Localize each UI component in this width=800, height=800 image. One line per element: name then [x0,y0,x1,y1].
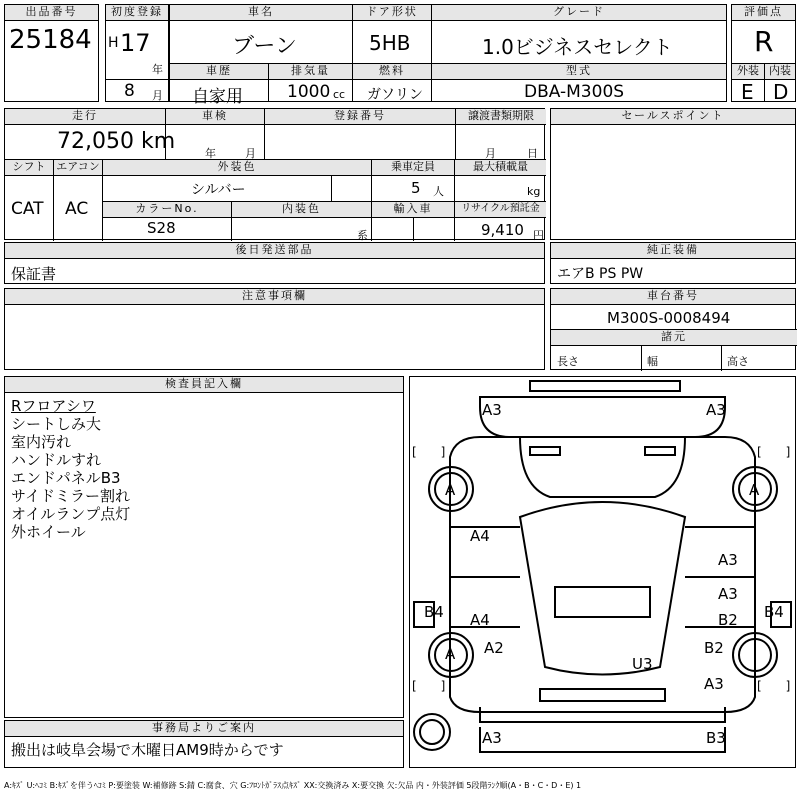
plate-label: 登録番号 [265,109,455,125]
displacement-cell [268,63,353,102]
note-line: オイルランプ点灯 [11,505,131,523]
width-label: 幅 [647,355,658,368]
inspector-notes [11,397,130,541]
door-cell [352,4,432,64]
recycle-label: リサイクル預託金 [455,202,546,218]
damage-mark: A [445,481,456,499]
first-reg-label: 初度登録 [106,5,168,21]
import-label: 輸入車 [372,202,454,218]
note-line: 外ホイール [11,523,86,541]
office-text: 搬出は岐阜会場で木曜日AM9時からです [11,741,284,759]
damage-mark: A3 [482,401,502,419]
caution-label: 注意事項欄 [5,289,544,305]
colorno-label: カラーNo. [103,202,231,218]
damage-mark: A3 [718,551,738,569]
shift: CAT [11,199,44,219]
transfer-day-unit: 日 [527,147,538,160]
bracket-r2: [ ] [757,679,791,693]
displacement-label: 排気量 [269,64,352,80]
mileage: 72,050 km [57,129,176,154]
fuel: ガソリン [367,87,423,103]
damage-mark: A [445,645,456,663]
lot-cell [4,4,99,102]
insp-month-unit: 月 [245,147,256,160]
damage-mark: B3 [706,729,726,747]
car-outline [410,377,795,767]
ext-cell [731,63,765,102]
history-label: 車歴 [170,64,268,80]
ac: AC [65,199,89,219]
spec-label: 諸元 [551,330,797,346]
damage-mark: A3 [718,585,738,603]
year: 17 [120,29,151,57]
later-label: 後日発送部品 [5,243,544,259]
score-label: 評価点 [732,5,795,21]
damage-mark: B4 [424,603,444,621]
length-label: 長さ [557,355,579,368]
mid-left [4,108,545,240]
model: DBA-M300S [524,82,625,102]
insp-year-unit: 年 [205,147,216,160]
fuel-label: 燃料 [353,64,431,80]
equip-box [550,242,796,284]
recycle-unit: 円 [533,229,544,242]
damage-mark: A4 [470,527,490,545]
color: シルバー [191,182,246,198]
office-box [4,720,404,768]
inspection-label: 車検 [166,109,264,125]
first-reg-cell [105,4,169,102]
displacement-unit: cc [333,88,346,101]
bracket-r1: [ ] [757,445,791,459]
chassis-box [550,288,796,370]
damage-mark: B2 [718,611,738,629]
office-label: 事務局よりご案内 [5,721,403,737]
bracket-l2: [ ] [412,679,446,693]
inspector-label: 検査員記入欄 [5,377,403,393]
int-cell [764,63,796,102]
mileage-label: 走行 [5,109,165,125]
ext-label: 外装 [732,64,764,80]
door-type: 5HB [369,31,411,55]
damage-mark: A3 [482,729,502,747]
chassis-label: 車台番号 [551,289,795,305]
name-cell [169,4,353,64]
grade: 1.0ビジネスセレクト [482,35,673,59]
note-line: ハンドルすれ [11,451,102,469]
inspector-box [4,376,404,718]
equip-label: 純正装備 [551,243,795,259]
damage-mark: U3 [632,655,653,673]
recycle: 9,410 [481,221,524,239]
damage-mark: A [749,481,760,499]
lot-label: 出品番号 [5,5,98,21]
damage-mark: A3 [706,401,726,419]
displacement: 1000 [287,82,331,102]
capacity-label: 乗車定員 [372,160,454,176]
grade-cell [431,4,727,64]
caution-box [4,288,545,370]
month-unit: 月 [152,89,163,102]
score: R [754,25,774,58]
sales-box [550,108,796,240]
year-unit: 年 [152,63,163,76]
car-diagram [409,376,796,768]
transfer-label: 譲渡書類期限 [456,109,546,125]
score-cell [731,4,796,64]
interior-unit: 系 [357,229,368,242]
damage-mark: A4 [470,611,490,629]
history: 自家用 [192,87,243,107]
note-line: 室内汚れ [11,433,72,451]
ac-label: エアコン [54,160,102,176]
history-cell [169,63,269,107]
name-label: 車名 [170,5,352,21]
load-unit: kg [527,185,541,198]
damage-mark: A3 [704,675,724,693]
model-cell [431,63,727,102]
color-label: 外装色 [103,160,371,176]
header-block [4,4,796,107]
colorno: S28 [147,219,176,237]
month: 8 [124,81,135,101]
damage-mark: B4 [764,603,784,621]
lot-number: 25184 [9,25,92,55]
later-parts: 保証書 [11,265,57,283]
interior-label: 内装色 [232,202,371,218]
sales-label: セールスポイント [551,109,795,125]
transfer-month-unit: 月 [485,147,496,160]
damage-mark: A2 [484,639,504,657]
door-label: ドア形状 [353,5,431,21]
note-line: シートしみ大 [11,415,102,433]
height-label: 高さ [727,355,749,368]
note-line: サイドミラー割れ [11,487,130,505]
equip: エアB PS PW [557,266,644,282]
ext-grade: E [741,80,754,104]
shift-label: シフト [5,160,53,176]
model-label: 型式 [432,64,726,80]
note-line: Rフロアシワ [11,397,96,415]
damage-mark: B2 [704,639,724,657]
load-label: 最大積載量 [455,160,546,176]
legend-footer: A:ｷｽﾞ U:ﾍｺﾐ B:ｷｽﾞを伴うﾍｺﾐ P:要塗装 W:補修跡 S:錆 C:腐食、穴 G:ﾌﾛﾝﾄｶﾞﾗｽ点ｷｽﾞ XX:交換済み X:要交換 欠:欠品 内・外装評価 5段階ﾗﾝｸ順(A・B・C・D・E) 1 [4,781,582,790]
capacity-unit: 人 [433,185,444,198]
grade-label: グレード [432,5,726,21]
fuel-cell [352,63,432,102]
chassis-number: M300S-0008494 [607,309,731,327]
era: H [108,35,119,51]
capacity: 5 [411,179,421,197]
later-box [4,242,545,284]
bracket-l1: [ ] [412,445,446,459]
int-grade: D [773,80,789,104]
int-label: 内装 [765,64,795,80]
car-name: ブーン [232,34,297,59]
note-line: エンドパネルB3 [11,469,121,487]
